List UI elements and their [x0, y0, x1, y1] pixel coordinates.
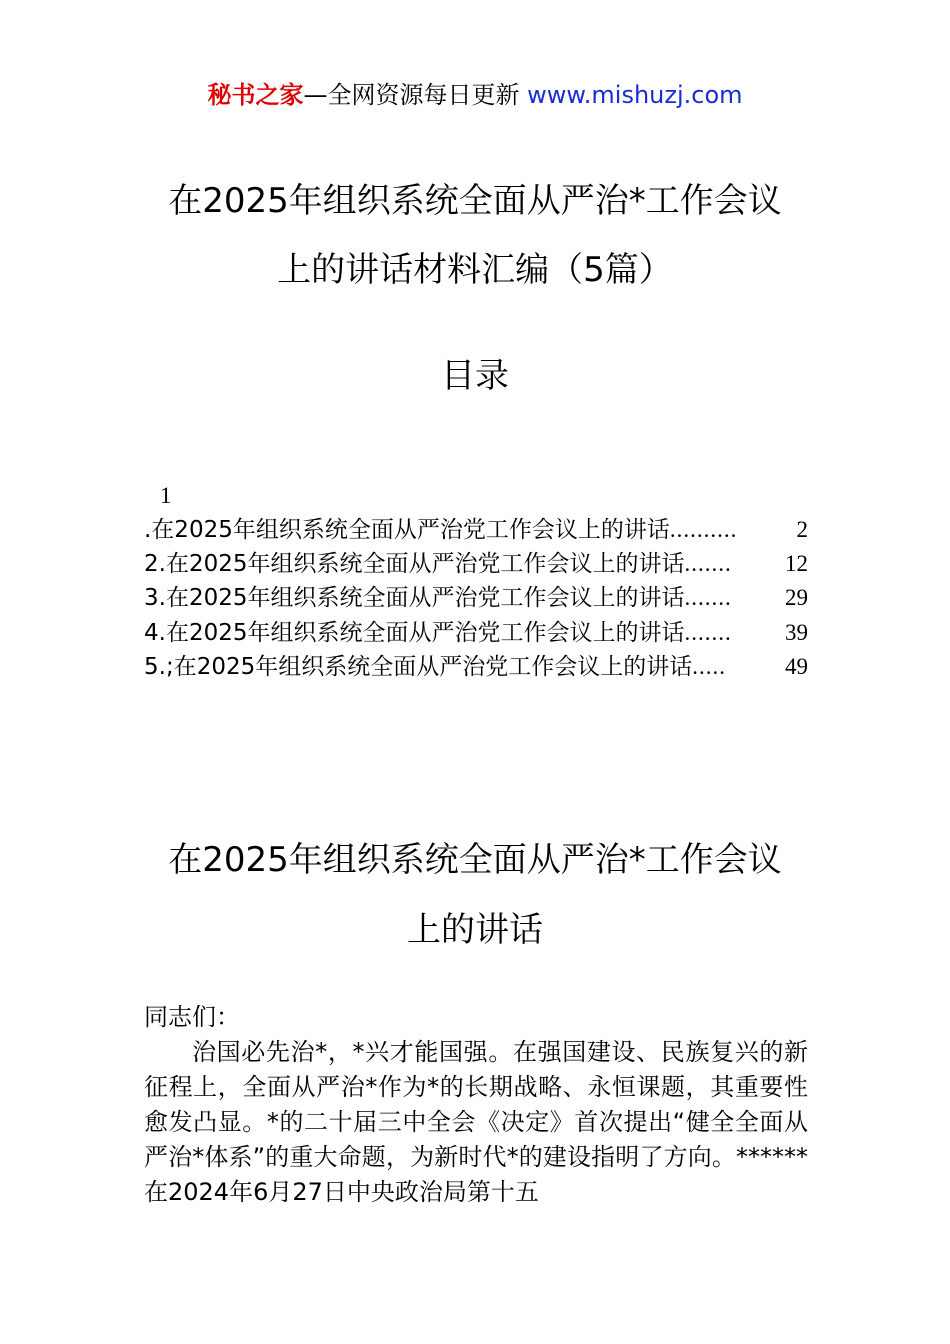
speech-title-line1: 在2025年组织系统全面从严治*工作会议 — [168, 840, 782, 880]
site-header — [0, 80, 950, 110]
header-tagline: —全网资源每日更新 — [303, 81, 520, 109]
toc-item-label: 3.在2025年组织系统全面从严治党工作会议上的讲话 — [144, 585, 685, 611]
toc-item-label: 5.;在2025年组织系统全面从严治党工作会议上的讲话 — [144, 654, 693, 680]
toc-item-leader: .......... — [669, 517, 738, 542]
toc-leading-number: 1 — [160, 483, 172, 508]
site-url-link[interactable]: www.mishuzj.com — [527, 81, 743, 109]
toc-item-page: 29 — [785, 585, 808, 610]
toc-item[interactable] — [144, 583, 808, 613]
toc-item[interactable] — [144, 515, 808, 545]
toc-heading: 目录 — [441, 356, 509, 396]
toc-item-page: 12 — [785, 551, 808, 576]
toc-item-label: 2.在2025年组织系统全面从严治党工作会议上的讲话 — [144, 551, 685, 577]
toc-item[interactable] — [144, 652, 808, 682]
brand-name: 秘书之家 — [207, 81, 304, 109]
speech-title-line2: 上的讲话 — [407, 910, 543, 950]
toc-item-label: .在2025年组织系统全面从严治党工作会议上的讲话 — [144, 517, 670, 543]
speech-salutation: 同志们： — [144, 1003, 240, 1031]
toc-item-label: 4.在2025年组织系统全面从严治党工作会议上的讲话 — [144, 620, 685, 646]
document-title-line1: 在2025年组织系统全面从严治*工作会议 — [168, 181, 782, 221]
document-title-line2: 上的讲话材料汇编（5篇） — [277, 250, 673, 290]
toc-item[interactable] — [144, 618, 808, 648]
toc-item[interactable] — [144, 549, 808, 579]
speech-paragraph: 治国必先治*，*兴才能国强。在强国建设、民族复兴的新征程上，全面从严治*作为*的长期战略、永恒课题，其重要性愈发凸显。*的二十届三中全会《决定》首次提出“健全全面从严治*体系”的重大命题，为新时代*的建设指明了方向。******在2024年6月27日中央政治局第十五 — [144, 1038, 808, 1206]
toc-item-page: 39 — [785, 620, 808, 645]
toc-item-page: 49 — [785, 654, 808, 679]
toc-item-leader: ....... — [684, 620, 732, 645]
toc-item-leader: ....... — [684, 585, 732, 610]
toc-item-leader: ..... — [692, 654, 726, 679]
toc-item-page: 2 — [796, 517, 808, 542]
toc-item-leader: ....... — [684, 551, 732, 576]
